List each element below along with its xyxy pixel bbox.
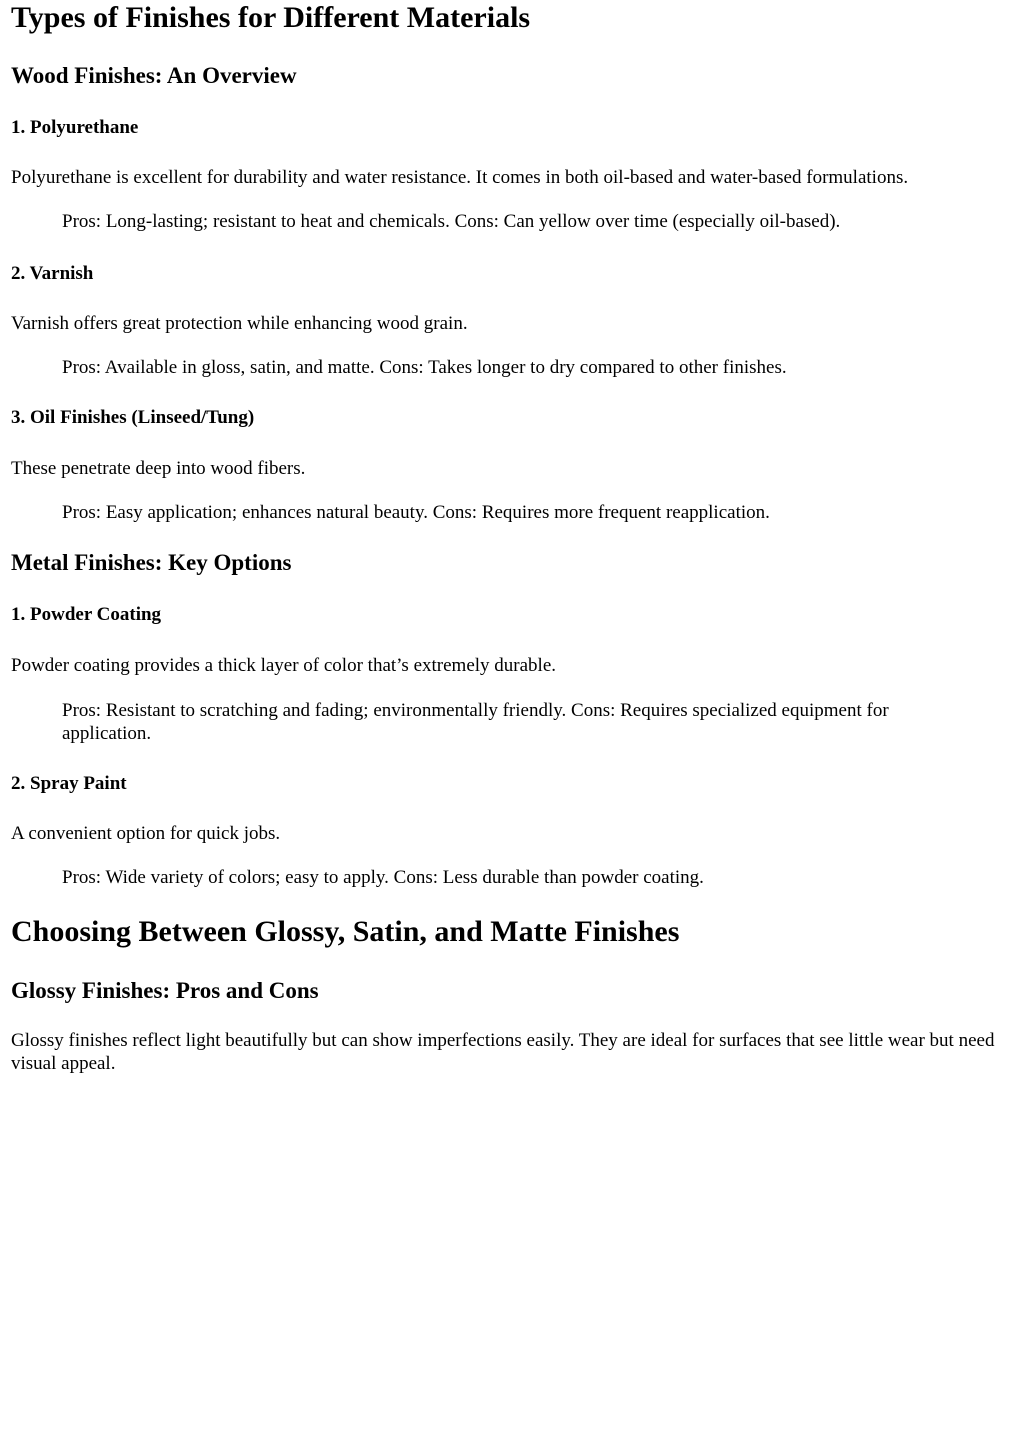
item-heading: 2. Spray Paint (11, 773, 127, 794)
item-description: Varnish offers great protection while enhancing wood grain. (11, 313, 468, 334)
item-description: A convenient option for quick jobs. (11, 823, 281, 844)
pros-cons-quote: Pros: Wide variety of colors; easy to apply. Cons: Less durable than powder coating. (62, 867, 704, 888)
item-heading: 1. Polyurethane (11, 117, 139, 138)
pros-cons-quote: Pros: Resistant to scratching and fading; environmentally friendly. Cons: Requires specialized equipment for application. (62, 700, 889, 744)
item-description: Powder coating provides a thick layer of color that’s extremely durable. (11, 655, 557, 676)
pros-cons-quote: Pros: Long-lasting; resistant to heat and chemicals. Cons: Can yellow over time (especially oil-based). (62, 211, 841, 232)
subsection-title: Glossy Finishes: Pros and Cons (11, 978, 319, 1003)
subsection-title: Metal Finishes: Key Options (11, 550, 292, 575)
item-description: Polyurethane is excellent for durability and water resistance. It comes in both oil-based and water-based formulations. (11, 167, 909, 188)
section-title: Choosing Between Glossy, Satin, and Matte Finishes (11, 915, 680, 948)
item-heading: 1. Powder Coating (11, 604, 162, 625)
item-description: These penetrate deep into wood fibers. (11, 458, 306, 479)
pros-cons-quote: Pros: Available in gloss, satin, and matte. Cons: Takes longer to dry compared to other finishes. (62, 357, 787, 378)
item-heading: 3. Oil Finishes (Linseed/Tung) (11, 407, 255, 428)
pros-cons-quote: Pros: Easy application; enhances natural beauty. Cons: Requires more frequent reapplication. (62, 502, 770, 523)
paragraph: Glossy finishes reflect light beautifully but can show imperfections easily. They are ideal for surfaces that see little wear but need visual appeal. (11, 1030, 995, 1074)
section-title: Types of Finishes for Different Materials (11, 1, 531, 34)
subsection-title: Wood Finishes: An Overview (11, 63, 297, 88)
item-heading: 2. Varnish (11, 263, 94, 284)
